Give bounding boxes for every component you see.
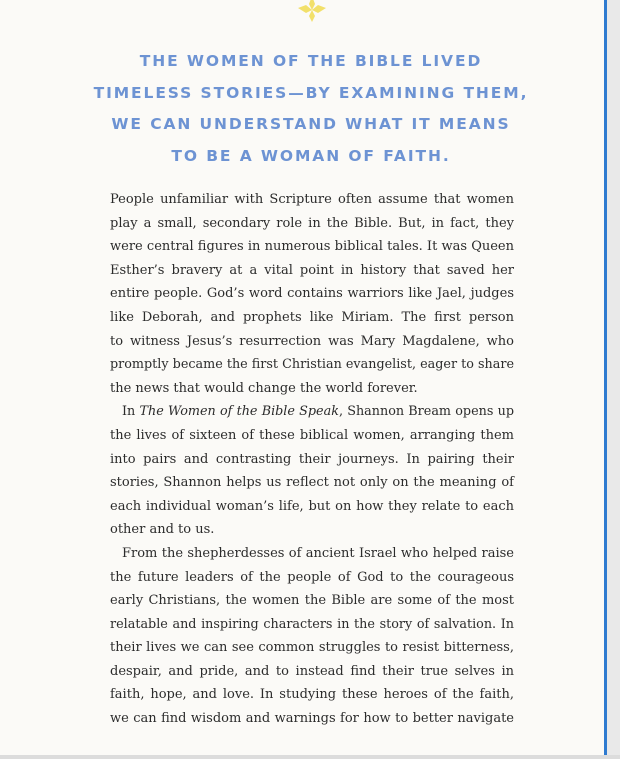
text-line: the lives of sixteen of these biblical women, arranging them bbox=[110, 427, 514, 443]
text-line: were central figures in numerous biblical tales. It was Queen bbox=[110, 239, 514, 255]
book-title: The Women of the Bible Speak bbox=[139, 404, 339, 420]
text-line: promptly became the first Christian evangelist, eager to share bbox=[110, 357, 514, 373]
text-line: to witness Jesus’s resurrection was Mary Magdalene, who bbox=[110, 333, 514, 349]
body-text bbox=[110, 188, 514, 731]
text-line: relatable and inspiring characters in the story of salvation. In bbox=[110, 616, 514, 632]
text-line: play a small, secondary role in the Bible. But, in fact, they bbox=[110, 215, 514, 231]
text-line: like Deborah, and prophets like Miriam. The first person bbox=[110, 309, 514, 325]
headline bbox=[60, 46, 562, 172]
text-line: From the shepherdesses of ancient Israel who helped raise bbox=[122, 545, 514, 561]
headline-line: WE CAN UNDERSTAND WHAT IT MEANS bbox=[111, 115, 511, 133]
text-line: other and to us. bbox=[110, 522, 215, 538]
fleur-ornament-icon bbox=[298, 0, 326, 22]
text-line: stories, Shannon helps us reflect not only on the meaning of bbox=[110, 475, 514, 491]
text-line: Esther’s bravery at a vital point in history that saved her bbox=[110, 262, 514, 278]
text-line: despair, and pride, and to instead find their true selves in bbox=[110, 663, 514, 679]
text-line: we can find wisdom and warnings for how to better navigate bbox=[110, 711, 514, 727]
text-line bbox=[110, 400, 514, 424]
text-line: each individual woman’s life, but on how they relate to each bbox=[110, 498, 514, 514]
page-bottom-edge bbox=[0, 755, 620, 759]
headline-line: TIMELESS STORIES—BY EXAMINING THEM, bbox=[93, 83, 529, 102]
text-line: the news that would change the world forever. bbox=[110, 380, 418, 396]
text-run: , Shannon Bream opens up bbox=[338, 404, 514, 420]
headline-line: TO BE A WOMAN OF FAITH. bbox=[171, 146, 451, 165]
headline-line: THE WOMEN OF THE BIBLE LIVED bbox=[139, 52, 483, 70]
text-line: the future leaders of the people of God to the courageous bbox=[110, 569, 514, 585]
text-line: faith, hope, and love. In studying these heroes of the faith, bbox=[110, 687, 514, 703]
text-line: early Christians, the women the Bible are some of the most bbox=[110, 593, 514, 609]
text-line: entire people. God’s word contains warriors like Jael, judges bbox=[110, 286, 514, 302]
text-line: into pairs and contrasting their journeys. In pairing their bbox=[110, 451, 514, 467]
text-run: In bbox=[122, 404, 140, 420]
text-line: their lives we can see common struggles to resist bitterness, bbox=[110, 640, 514, 656]
page-edge-rule bbox=[604, 0, 607, 759]
text-line: People unfamiliar with Scripture often assume that women bbox=[110, 192, 514, 207]
